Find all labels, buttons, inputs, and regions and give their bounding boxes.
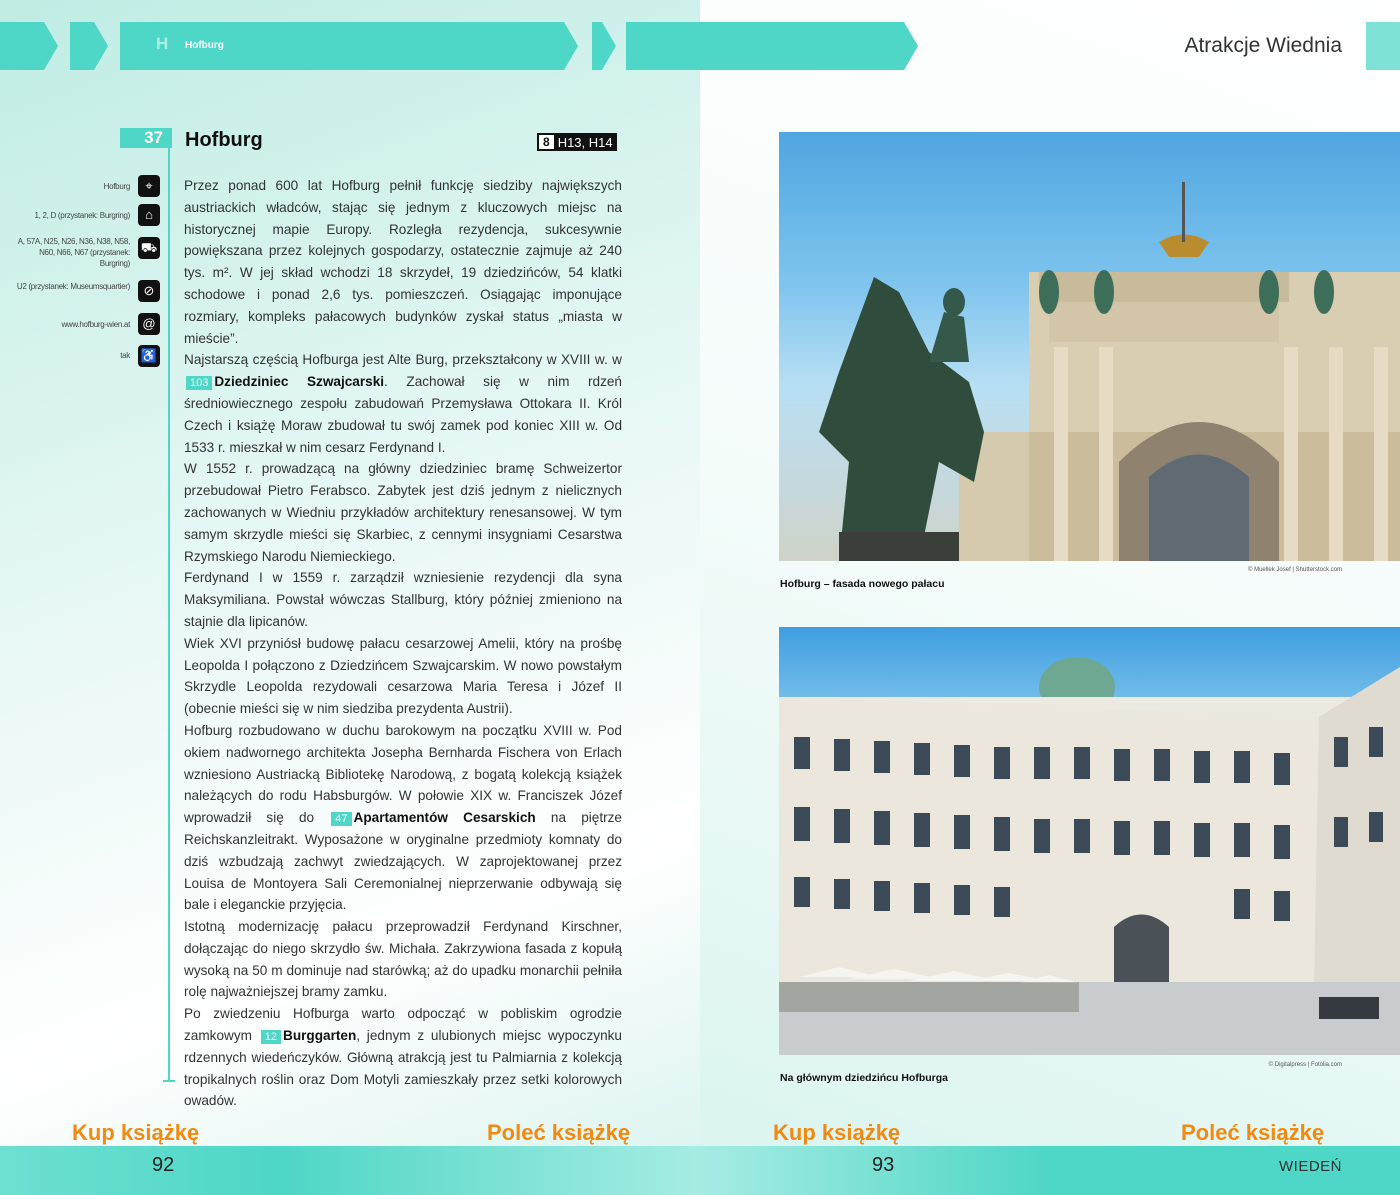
info-bus: A, 57A, N25, N26, N36, N38, N58, N60, N66, N67 (przystanek: Burgring) [17, 237, 130, 268]
tram-icon: ⌂ [138, 204, 160, 226]
photo-neue-burg-facade [779, 132, 1400, 561]
map-coordinates: H13, H14 [557, 134, 613, 150]
info-address: Hofburg [103, 182, 130, 191]
photo-credit: © Digitalpress | Fotolia.com [1268, 1062, 1342, 1068]
paragraph: Najstarszą częścią Hofburga jest Alte Burg, przekształcony w XVIII w. w 103 Dziedziniec Szwajcarski. Zachował się w nim rdzeń średniowiecznego zespołu zabudowań Przemysława Ottokara II. Król Czech i książę Moraw zbudował tu swój zamek pod koniec XIII w. Od 1533 r. mieszkał w nim cesarz Ferdynand I. [184, 352, 622, 455]
entry-divider-line [168, 148, 170, 1082]
cross-reference-number[interactable]: 47 [331, 812, 351, 826]
recommend-book-link[interactable]: Poleć książkę [487, 1120, 631, 1145]
paragraph: Przez ponad 600 lat Hofburg pełnił funkcję siedziby największych austriackich władców, stając się jednym z kluczowych miejsc na historycznej mapie Europy. Rozległa rezydencja, sukcesywnie powiększana przez kolejnych gospodarzy, ostatecznie zajmuje aż 240 tys. m². W jej skład wchodzi 18 skrzydeł, 19 dziedzińców, 54 klatki schodowe i ponad 2,6 tys. pomieszczeń. Osiągając imponujące rozmiary, kompleks pałacowych budynków zyskał status „miasta w mieście”. [184, 178, 622, 346]
wheelchair-icon: ♿ [138, 345, 160, 367]
entry-body [184, 175, 622, 1112]
paragraph: Hofburg rozbudowano w duchu barokowym na początku XVIII w. Pod okiem nadwornego architekta Josepha Bernharda Fischera von Erlach wzniesiono Austriacką Bibliotekę Narodową, z bogatą kolekcją książek należących do rodu Habsburgów. W połowie XIX w. Franciszek Józef wprowadził się do 47 Apartamentów Cesarskich na piętrze Reichskanzleitrakt. Wyposażone w oryginalne przedmioty komnaty do dziś wzbudzają zachwyt zwiedzających. W zaprojektowanej przez Louisa de Montoyera Sali Ceremonialnej nieprzerwanie odbywają się bale i eleganckie przyjęcia. [184, 722, 622, 913]
cross-reference-number[interactable]: 103 [186, 376, 212, 390]
section-letter: H [156, 34, 169, 53]
buy-book-link[interactable]: Kup książkę [773, 1120, 901, 1145]
footer-band-left [0, 1146, 700, 1195]
info-accessibility: tak [120, 351, 130, 360]
entry-divider-end [163, 1080, 175, 1082]
page-number-left: 92 [152, 1154, 175, 1176]
buy-book-link[interactable]: Kup książkę [72, 1120, 200, 1145]
paragraph: Ferdynand I w 1559 r. zarządził wzniesienie rezydencji dla syna Maksymiliana. Powstał wówczas Stallburg, który później zmieniono na stajnie dla lipicanów. [184, 570, 622, 629]
section-name: Hofburg [185, 40, 224, 51]
page-number-right: 93 [872, 1154, 895, 1176]
entry-title: Hofburg [185, 129, 263, 151]
recommend-book-link[interactable]: Poleć książkę [1181, 1120, 1325, 1145]
paragraph: Po zwiedzeniu Hofburga warto odpocząć w pobliskim ogrodzie zamkowym 12 Burggarten, jednym z ulubionych miejsc wypoczynku rdzennych wiedeńczyków. Główną atrakcją jest tu Palmiarnia z kolekcją tropikalnych roślin oraz Dom Motyli zamieszkały przez setki kolorowych owadów. [184, 1006, 622, 1109]
photo-main-courtyard [779, 627, 1400, 1055]
cross-reference-link[interactable]: Dziedziniec Szwajcarski [214, 374, 385, 390]
info-website[interactable]: www.hofburg-wien.at [61, 320, 130, 329]
city-name: WIEDEŃ [1279, 1158, 1342, 1175]
book-section-title: Atrakcje Wiednia [1184, 34, 1342, 57]
cross-reference-link[interactable]: Burggarten [283, 1028, 357, 1044]
info-metro: U2 (przystanek: Museumsquartier) [16, 282, 130, 291]
cross-reference-link[interactable]: Apartamentów Cesarskich [353, 810, 536, 826]
map-page-number: 8 [539, 135, 554, 149]
paragraph: Wiek XVI przyniósł budowę pałacu cesarzowej Amelii, który na prośbę Leopolda I połączono z Dziedzińcem Szwajcarskim. W nowo powstałym Skrzydle Leopolda rezydowali cesarzowa Maria Teresa i Józef II (obecnie mieści się w nim siedziba prezydenta Austrii). [184, 635, 622, 717]
photo-caption: Na głównym dziedzińcu Hofburga [780, 1072, 949, 1084]
metro-icon: ⊘ [138, 280, 160, 302]
photo-caption: Hofburg – fasada nowego pałacu [780, 578, 945, 590]
bus-icon: ⛟ [138, 237, 160, 259]
website-icon: @ [138, 313, 160, 335]
entry-number-badge: 37 [120, 128, 172, 148]
cross-reference-number[interactable]: 12 [261, 1030, 281, 1044]
location-pin-icon: ⌖ [138, 175, 160, 197]
map-reference [537, 133, 617, 151]
photo-credit: © Muellek Josef | Shutterstock.com [1247, 567, 1342, 573]
info-tram: 1, 2, D (przystanek: Burgring) [34, 211, 130, 220]
paragraph: W 1552 r. prowadzącą na główny dziedziniec bramę Schweizertor przebudował Pietro Ferabsco. Zabytek jest dziś jednym z nielicznych zachowanych w Wiedniu przykładów architektury renesansowej. W tym samym skrzydle mieści się Skarbiec, z cennymi insygniami Cesarstwa Rzymskiego Narodu Niemieckiego. [184, 461, 622, 564]
paragraph: Istotną modernizację pałacu przeprowadził Ferdynand Kirschner, dołączając do niego skrzydło św. Michała. Zakrzywiona fasada z kopułą wysoką na 50 m dominuje nad starówką; aż do upadku monarchii pełniła rolę najważniejszej bramy zamku. [184, 919, 622, 1000]
